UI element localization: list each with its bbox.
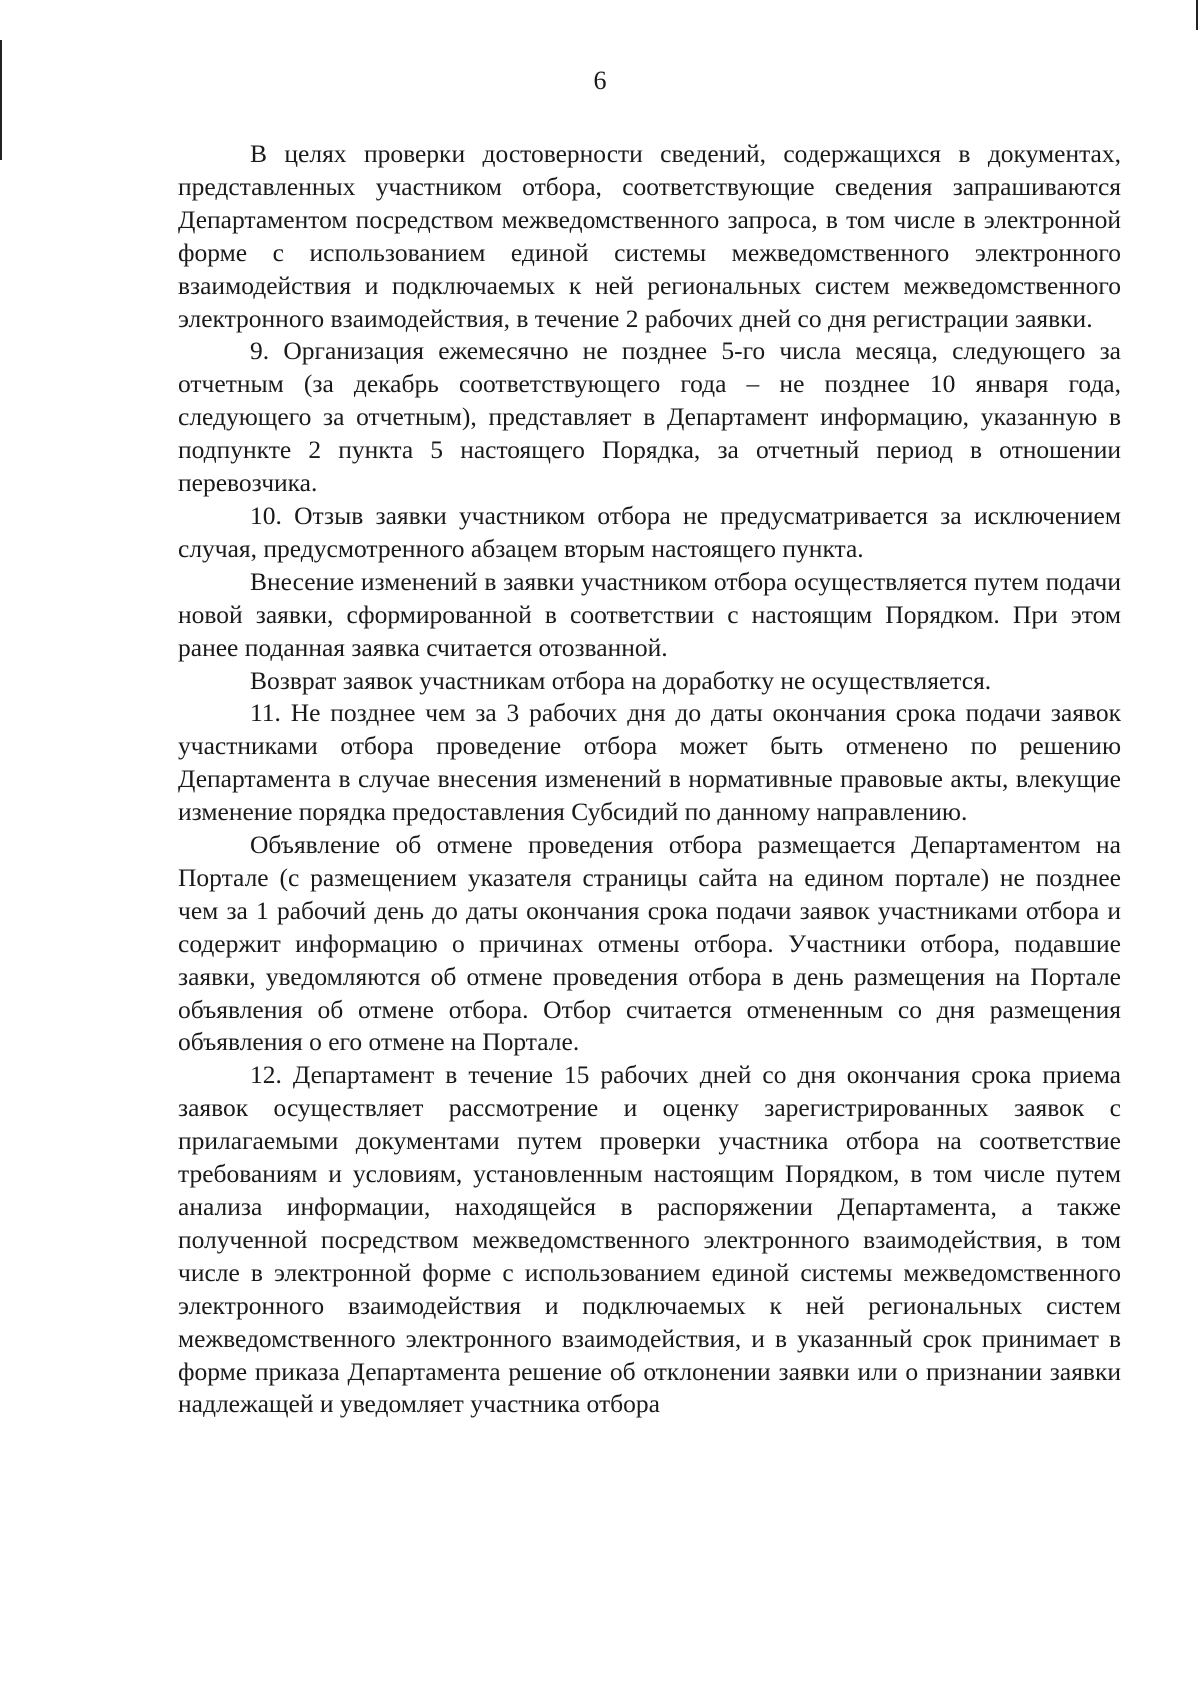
paragraph-item-12: 12. Департамент в течение 15 рабочих дней со дня окончания срока приема заявок осуществляет рассмотрение и оценку зарегистрированных заявок с прилагаемыми документами путем проверки участника отбора на соответствие требованиям и условиям, установленным настоящим Порядком, в том числе путем анализа информации, находящейся в распоряжении Департамента, а также полученной посредством межведомственного электронного взаимодействия, в том числе в электронной форме с использованием единой системы межведомственного электронного взаимодействия и подключаемых к ней региональных систем межведомственного электронного взаимодействия, и в указанный срок принимает в форме приказа Департамента решение об отклонении заявки или о признании заявки надлежащей и уведомляет участника отбора [178, 1060, 1121, 1419]
paragraph-item-11: 11. Не позднее чем за 3 рабочих дня до даты окончания срока подачи заявок участниками отбора проведение отбора может быть отменено по решению Департамента в случае внесения изменений в нормативные правовые акты, влекущие изменение порядка предоставления Субсидий по данному направлению. [178, 698, 1121, 827]
scan-edge-mark [0, 40, 2, 160]
page-number: 6 [593, 66, 607, 95]
scan-edge-mark [1196, 0, 1198, 30]
paragraph-item-10: 10. Отзыв заявки участником отбора не предусматривается за исключением случая, предусмотренного абзацем вторым настоящего пункта. [178, 500, 1121, 563]
paragraph-item-9: 9. Организация ежемесячно не позднее 5-го числа месяца, следующего за отчетным (за декабрь соответствующего года – не позднее 10 января года, следующего за отчетным), представляет в Департамент информацию, указанную в подпункте 2 пункта 5 настоящего Порядка, за отчетный период в отношении перевозчика. [178, 336, 1121, 498]
paragraph-verification-requests: В целях проверки достоверности сведений, содержащихся в документах, представленных участником отбора, соответствующие сведения запрашиваются Департаментом посредством межведомственного запроса, в том числе в электронной форме с использованием единой системы межведомственного электронного взаимодействия и подключаемых к ней региональных систем межведомственного электронного взаимодействия, в течение 2 рабочих дней со дня регистрации заявки. [178, 139, 1121, 333]
document-body [178, 138, 1121, 1421]
paragraph-cancellation-notice: Объявление об отмене проведения отбора размещается Департаментом на Портале (с размещением указателя страницы сайта на едином портале) не позднее чем за 1 рабочий день до даты окончания срока подачи заявок участниками отбора и содержит информацию о причинах отмены отбора. Участники отбора, подавшие заявки, уведомляются об отмене проведения отбора в день размещения на Портале объявления об отмене отбора. Отбор считается отмененным со дня размещения объявления о его отмене на Портале. [178, 830, 1121, 1057]
paragraph-application-changes: Внесение изменений в заявки участником отбора осуществляется путем подачи новой заявки, сформированной в соответствии с настоящим Порядком. При этом ранее поданная заявка считается отозванной. [178, 566, 1121, 662]
paragraph-no-return: Возврат заявок участникам отбора на доработку не осуществляется. [250, 665, 992, 695]
